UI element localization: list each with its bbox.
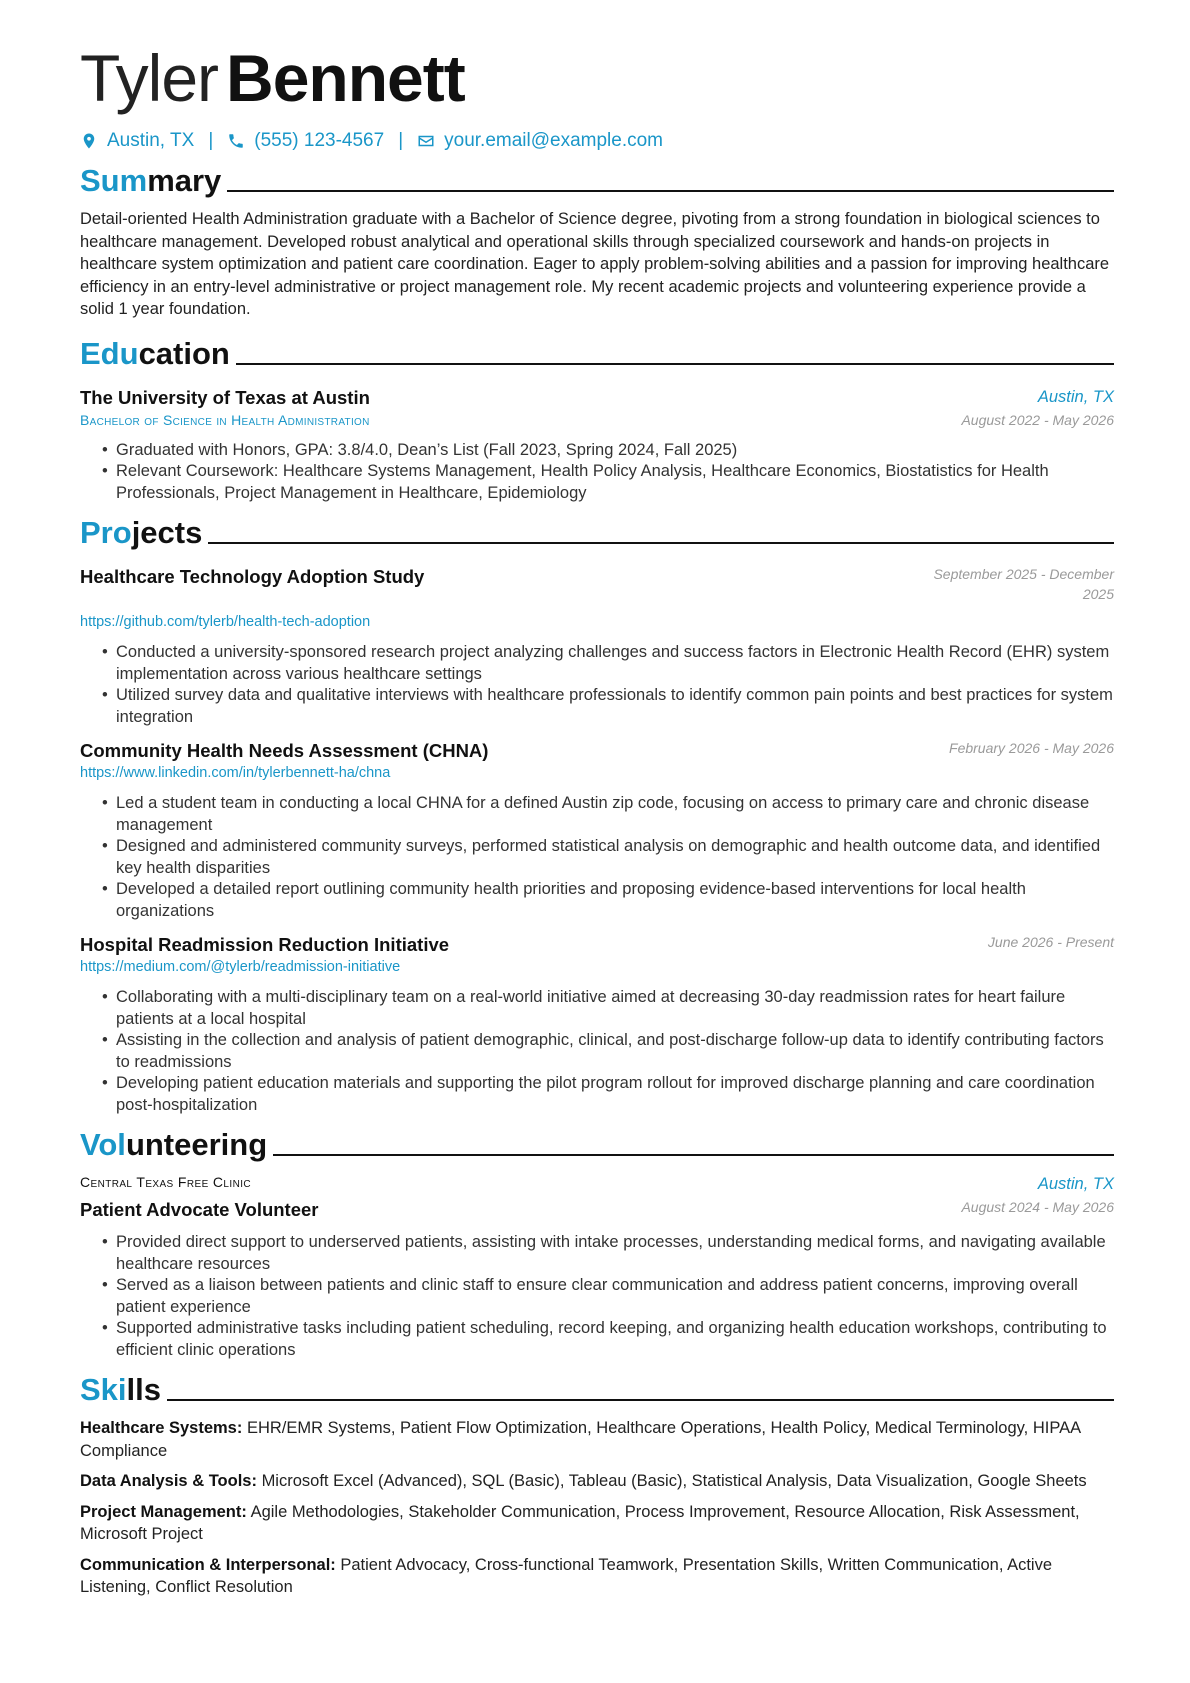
- list-item: • Relevant Coursework: Healthcare Systems Management, Health Policy Analysis, Healthcare Economics, Biostatistics for Health Professionals, Project Management in Healthcare, Epidemiology: [102, 461, 1114, 504]
- project-dates: September 2025 - December 2025: [933, 566, 1114, 602]
- summary-heading: [80, 162, 1114, 200]
- phone-icon: [227, 132, 245, 150]
- education-dates: August 2022 - May 2026: [961, 411, 1114, 428]
- project-title: Hospital Readmission Reduction Initiative: [80, 934, 450, 955]
- contact-phone[interactable]: [227, 130, 384, 152]
- volunteering-entry: [80, 1172, 1114, 1361]
- list-item: • Led a student team in conducting a local CHNA for a defined Austin zip code, focusing on access to primary care and chronic disease management: [102, 793, 1114, 836]
- project-dates: February 2026 - May 2026: [949, 740, 1114, 756]
- skill-label: Communication & Interpersonal:: [80, 1555, 336, 1574]
- envelope-icon: [417, 132, 435, 150]
- project-title: Community Health Needs Assessment (CHNA): [80, 740, 489, 761]
- list-item: • Designed and administered community surveys, performed statistical analysis on demographic and health outcome data, and identified key health disparities: [102, 836, 1114, 879]
- skill-row: [80, 1501, 1114, 1546]
- last-name: Bennett: [226, 41, 465, 115]
- project-dates: June 2026 - Present: [987, 934, 1114, 950]
- contact-separator: |: [208, 130, 214, 151]
- section-rule: [273, 1154, 1114, 1156]
- list-item: • Developed a detailed report outlining community health priorities and proposing evidence-based interventions for local health organizations: [102, 879, 1114, 922]
- location-text: Austin, TX: [107, 130, 195, 151]
- organization: Central Texas Free Clinic: [80, 1174, 251, 1190]
- list-item: • Conducted a university-sponsored research project analyzing challenges and success factors in Electronic Health Record (EHR) system implementation across various healthcare settings: [102, 642, 1114, 685]
- list-item: • Graduated with Honors, GPA: 3.8/4.0, Dean’s List (Fall 2023, Spring 2024, Fall 2025): [102, 440, 1114, 462]
- project-title: Healthcare Technology Adoption Study: [80, 566, 425, 587]
- candidate-name: [80, 40, 1114, 116]
- section-title: Projects: [80, 515, 203, 550]
- project-entry: [80, 564, 1114, 728]
- project-bullets: [80, 642, 1114, 728]
- skill-label: Data Analysis & Tools:: [80, 1472, 257, 1490]
- volunteer-bullets: [80, 1232, 1114, 1361]
- list-item: • Served as a liaison between patients and clinic staff to ensure clear communication and address patient concerns, improving overall patient experience: [102, 1275, 1114, 1318]
- contact-separator: |: [398, 130, 404, 151]
- list-item: • Developing patient education materials and supporting the pilot program rollout for improved discharge planning and care coordination post-hospitalization: [102, 1073, 1114, 1116]
- list-item: • Utilized survey data and qualitative interviews with healthcare professionals to identify common pain points and best practices for system integration: [102, 685, 1114, 728]
- skills-list: [80, 1417, 1114, 1599]
- skill-value: Microsoft Excel (Advanced), SQL (Basic), Tableau (Basic), Statistical Analysis, Data Visualization, Google Sheets: [261, 1472, 1087, 1490]
- skill-label: Healthcare Systems:: [80, 1419, 243, 1437]
- school-location: Austin, TX: [1037, 387, 1114, 406]
- email-text: your.email@example.com: [444, 130, 663, 151]
- education-entry: [80, 385, 1114, 505]
- project-entry: [80, 932, 1114, 1116]
- project-bullets: [80, 793, 1114, 922]
- section-rule: [227, 190, 1114, 192]
- volunteer-role: Patient Advocate Volunteer: [80, 1199, 319, 1220]
- project-link[interactable]: https://medium.com/@tylerb/readmission-initiative: [80, 959, 401, 975]
- list-item: • Provided direct support to underserved patients, assisting with intake processes, understanding medical forms, and navigating available healthcare resources: [102, 1232, 1114, 1275]
- phone-text: (555) 123-4567: [254, 130, 385, 151]
- school-name: The University of Texas at Austin: [80, 386, 370, 408]
- degree: Bachelor of Science in Health Administration: [80, 411, 370, 428]
- list-item: • Collaborating with a multi-disciplinary team on a real-world initiative aimed at decreasing 30-day readmission rates for heart failure patients at a local hospital: [102, 987, 1114, 1030]
- list-item: • Supported administrative tasks including patient scheduling, record keeping, and organizing health education workshops, contributing to efficient clinic operations: [102, 1318, 1114, 1361]
- contact-email[interactable]: [417, 130, 663, 152]
- list-item: • Assisting in the collection and analysis of patient demographic, clinical, and post-discharge follow-up data to identify contributing factors to readmissions: [102, 1030, 1114, 1073]
- skill-row: [80, 1417, 1114, 1462]
- section-title: Education: [80, 335, 230, 371]
- map-pin-icon: [80, 132, 98, 150]
- project-link[interactable]: https://www.linkedin.com/in/tylerbennett-ha/chna: [80, 765, 391, 781]
- section-title: Skills: [80, 1372, 161, 1407]
- skill-value: EHR/EMR Systems, Patient Flow Optimization, Healthcare Operations, Health Policy, Medical Terminology, HIPAA Compliance: [80, 1419, 1081, 1460]
- section-title: Summary: [80, 163, 222, 198]
- education-bullets: [80, 440, 1114, 505]
- contact-bar: [80, 130, 1114, 152]
- project-link[interactable]: https://github.com/tylerb/health-tech-adoption: [80, 614, 371, 630]
- skill-row: [80, 1554, 1114, 1599]
- section-rule: [167, 1399, 1114, 1401]
- summary-text: Detail-oriented Health Administration graduate with a Bachelor of Science degree, pivoting from a strong foundation in biological sciences to healthcare management. Developed robust analytical and operational skills through specialized coursework and hands-on projects in healthcare system optimization and patient care coordination. Eager to apply problem-solving abilities and a passion for improving healthcare efficiency in an entry-level administrative or project management role. My recent academic projects and volunteering experience provide a solid 1 year foundation.: [80, 210, 1110, 318]
- contact-location: [80, 130, 194, 152]
- projects-heading: [80, 514, 1114, 552]
- section-rule: [236, 363, 1114, 365]
- volunteering-heading: [80, 1126, 1114, 1164]
- first-name: Tyler: [80, 41, 219, 115]
- section-title: Volunteering: [80, 1127, 268, 1162]
- volunteer-location: Austin, TX: [1037, 1175, 1114, 1193]
- volunteer-dates: August 2024 - May 2026: [961, 1199, 1114, 1215]
- skill-row: [80, 1470, 1114, 1493]
- project-entry: [80, 738, 1114, 922]
- skill-value: Patient Advocacy, Cross-functional Teamwork, Presentation Skills, Written Communication, Active Listening, Conflict Resolution: [80, 1555, 1053, 1596]
- project-bullets: [80, 987, 1114, 1116]
- section-rule: [208, 542, 1114, 544]
- skill-label: Project Management:: [80, 1502, 247, 1521]
- skill-value: Agile Methodologies, Stakeholder Communication, Process Improvement, Resource Allocation, Risk Assessment, Microsoft Project: [80, 1502, 1080, 1543]
- education-heading: [80, 335, 1114, 373]
- skills-heading: [80, 1371, 1114, 1409]
